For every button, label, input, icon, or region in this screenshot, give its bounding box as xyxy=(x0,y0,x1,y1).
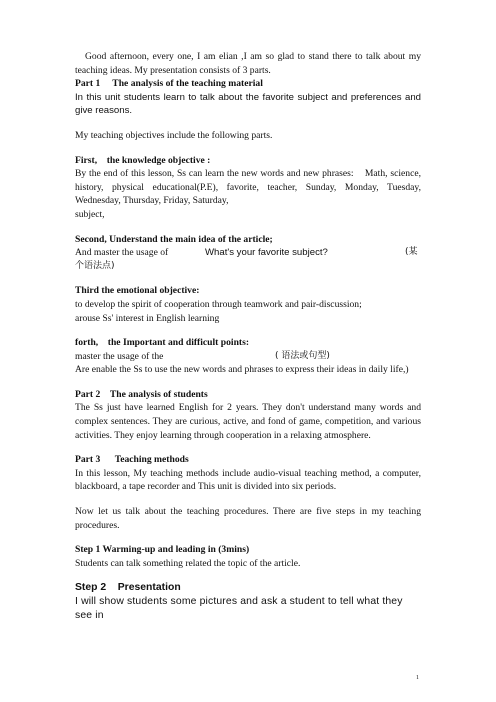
forth-heading: forth, the Important and difficult points: xyxy=(75,337,250,349)
forth-line xyxy=(75,350,421,364)
third-objective-line1: to develop the spirit of cooperation through teamwork and pair-discussion; xyxy=(75,298,362,310)
usage-text: And master the usage of xyxy=(75,247,169,259)
page-number: 1 xyxy=(416,675,419,681)
second-objective-line xyxy=(75,246,421,260)
intro-paragraph: Good afternoon, every one, I am elian ,I am so glad to stand there to talk about my teaching ideas. My presentation consists of 3 parts. xyxy=(75,51,421,76)
target-sentence: What's your favorite subject? xyxy=(205,247,328,259)
part3-body: In this lesson, My teaching methods include audio-visual teaching method, a computer, blackboard, a tape recorder and This unit is divided into six periods. xyxy=(75,467,421,493)
objectives-intro: My teaching objectives include the following parts. xyxy=(75,129,273,141)
grammar-note-start: (某 xyxy=(405,247,418,258)
part2-body: The Ss just have learned English for 2 years. They don't understand many words and complex sentences. They are curious, active, and fond of game, competition, and various activities. They enjoy learning through cooperation in a relaxing atmosphere. xyxy=(75,402,421,441)
forth-usage-text: master the usage of the xyxy=(75,350,164,362)
step1-body: Students can talk something related the topic of the article. xyxy=(75,557,301,569)
first-objective-heading: First, the knowledge objective : xyxy=(75,154,211,166)
part1-heading: Part 1 The analysis of the teaching material xyxy=(75,78,263,90)
part2-heading: Part 2 The analysis of students xyxy=(75,388,208,400)
part3-heading: Part 3 Teaching methods xyxy=(75,454,189,466)
first-objective-tail: subject, xyxy=(75,208,105,220)
forth-grammar-note: ( 语法或句型) xyxy=(275,350,330,361)
forth-body: Are enable the Ss to use the new words and phrases to express their ideas in daily life,) xyxy=(75,364,409,376)
step1-heading: Step 1 Warming-up and leading in (3mins) xyxy=(75,544,250,556)
procedures-paragraph: Now let us talk about the teaching procedures. There are five steps in my teaching procedures. xyxy=(75,506,421,531)
third-objective-heading: Third the emotional objective: xyxy=(75,285,200,297)
first-objective-body: By the end of this lesson, Ss can learn the new words and new phrases: Math, science, history, physical educational(P.E), favorite, teacher, Sunday, Monday, Tuesday, Wednesday, Thursday, Friday, Saturday, xyxy=(75,168,421,207)
step2-heading: Step 2 Presentation xyxy=(75,582,181,594)
step2-body: I will show students some pictures and ask a student to tell what they see in xyxy=(75,596,403,621)
part1-body: In this unit students learn to talk about the favorite subject and preferences and give reasons. xyxy=(75,91,421,117)
third-objective-line2: arouse Ss' interest in English learning xyxy=(75,312,220,324)
document-body xyxy=(75,50,421,622)
grammar-note-end: 个语法点) xyxy=(75,260,115,271)
second-objective-heading: Second, Understand the main idea of the article; xyxy=(75,233,273,245)
